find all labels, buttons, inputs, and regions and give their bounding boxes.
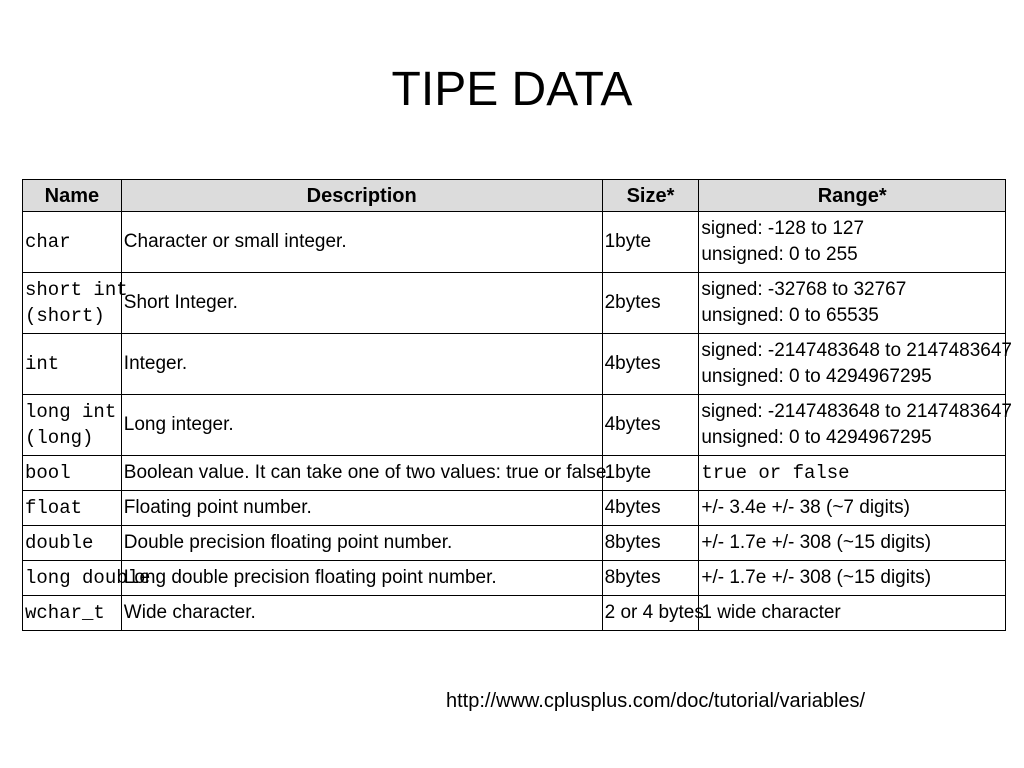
cell-description: Double precision floating point number. bbox=[121, 526, 602, 561]
slide-title: TIPE DATA bbox=[391, 63, 633, 116]
cell-name bbox=[23, 212, 122, 273]
cell-range bbox=[699, 395, 1012, 456]
header-size: Size* bbox=[602, 180, 699, 212]
table-row bbox=[23, 596, 1006, 631]
type-alias: (short) bbox=[25, 305, 105, 327]
cell-name bbox=[23, 273, 128, 334]
type-name: bool bbox=[25, 462, 71, 484]
cell-range bbox=[699, 273, 1006, 334]
table-row bbox=[23, 212, 1006, 273]
cell-description: Boolean value. It can take one of two values: true or false. bbox=[121, 456, 602, 491]
cell-range: +/- 1.7e +/- 308 (~15 digits) bbox=[699, 526, 1006, 561]
cell-size: 4bytes bbox=[602, 491, 699, 526]
cell-range bbox=[699, 334, 1012, 395]
type-name: wchar_t bbox=[25, 602, 105, 624]
cell-name bbox=[23, 491, 122, 526]
type-alias: (long) bbox=[25, 427, 94, 449]
cell-name bbox=[23, 596, 122, 631]
range-signed: signed: -2147483648 to 2147483647 bbox=[701, 340, 1012, 361]
cell-size: 4bytes bbox=[602, 334, 699, 395]
cell-size: 4bytes bbox=[602, 395, 699, 456]
source-link[interactable]: http://www.cplusplus.com/doc/tutorial/variables/ bbox=[446, 690, 866, 712]
data-types-table bbox=[22, 179, 1012, 631]
cell-name bbox=[23, 561, 151, 596]
header-name: Name bbox=[23, 180, 122, 212]
range-signed: signed: -32768 to 32767 bbox=[701, 279, 907, 300]
cell-size: 1byte bbox=[602, 456, 699, 491]
cell-description: Floating point number. bbox=[121, 491, 602, 526]
cell-name bbox=[23, 395, 122, 456]
type-name: long int bbox=[25, 401, 117, 423]
header-description: Description bbox=[121, 180, 602, 212]
cell-description: Short Integer. bbox=[121, 273, 602, 334]
table-row bbox=[23, 526, 1006, 561]
cell-size: 2 or 4 bytes bbox=[602, 596, 699, 631]
range-signed: signed: -128 to 127 bbox=[701, 218, 865, 239]
cell-size: 2bytes bbox=[602, 273, 699, 334]
type-name: long double bbox=[25, 567, 151, 589]
type-name: char bbox=[25, 231, 71, 253]
type-name: int bbox=[25, 353, 60, 375]
table-header-row bbox=[23, 180, 1006, 212]
range-signed: signed: -2147483648 to 2147483647 bbox=[701, 401, 1012, 422]
cell-range: +/- 3.4e +/- 38 (~7 digits) bbox=[699, 491, 1006, 526]
table-row bbox=[23, 395, 1006, 456]
type-name: double bbox=[25, 532, 94, 554]
table-row bbox=[23, 491, 1006, 526]
range-unsigned: unsigned: 0 to 255 bbox=[701, 244, 858, 265]
cell-range: true or false bbox=[699, 456, 1006, 491]
table-row bbox=[23, 561, 1006, 596]
cell-description: Long double precision floating point number. bbox=[121, 561, 602, 596]
cell-description: Character or small integer. bbox=[121, 212, 602, 273]
cell-range: 1 wide character bbox=[699, 596, 1006, 631]
type-name: float bbox=[25, 497, 83, 519]
cell-name bbox=[23, 334, 122, 395]
table-row bbox=[23, 273, 1006, 334]
cell-description: Long integer. bbox=[121, 395, 602, 456]
table-row bbox=[23, 334, 1006, 395]
range-unsigned: unsigned: 0 to 4294967295 bbox=[701, 427, 932, 448]
cell-description: Wide character. bbox=[121, 596, 602, 631]
cell-name bbox=[23, 456, 122, 491]
cell-range bbox=[699, 212, 1006, 273]
cell-size: 8bytes bbox=[602, 561, 699, 596]
cell-range: +/- 1.7e +/- 308 (~15 digits) bbox=[699, 561, 1006, 596]
cell-size: 8bytes bbox=[602, 526, 699, 561]
cell-name bbox=[23, 526, 122, 561]
type-name: short int bbox=[25, 279, 128, 301]
cell-size: 1byte bbox=[602, 212, 699, 273]
header-range: Range* bbox=[699, 180, 1006, 212]
range-unsigned: unsigned: 0 to 65535 bbox=[701, 305, 879, 326]
cell-description: Integer. bbox=[121, 334, 602, 395]
table-row bbox=[23, 456, 1006, 491]
range-unsigned: unsigned: 0 to 4294967295 bbox=[701, 366, 932, 387]
